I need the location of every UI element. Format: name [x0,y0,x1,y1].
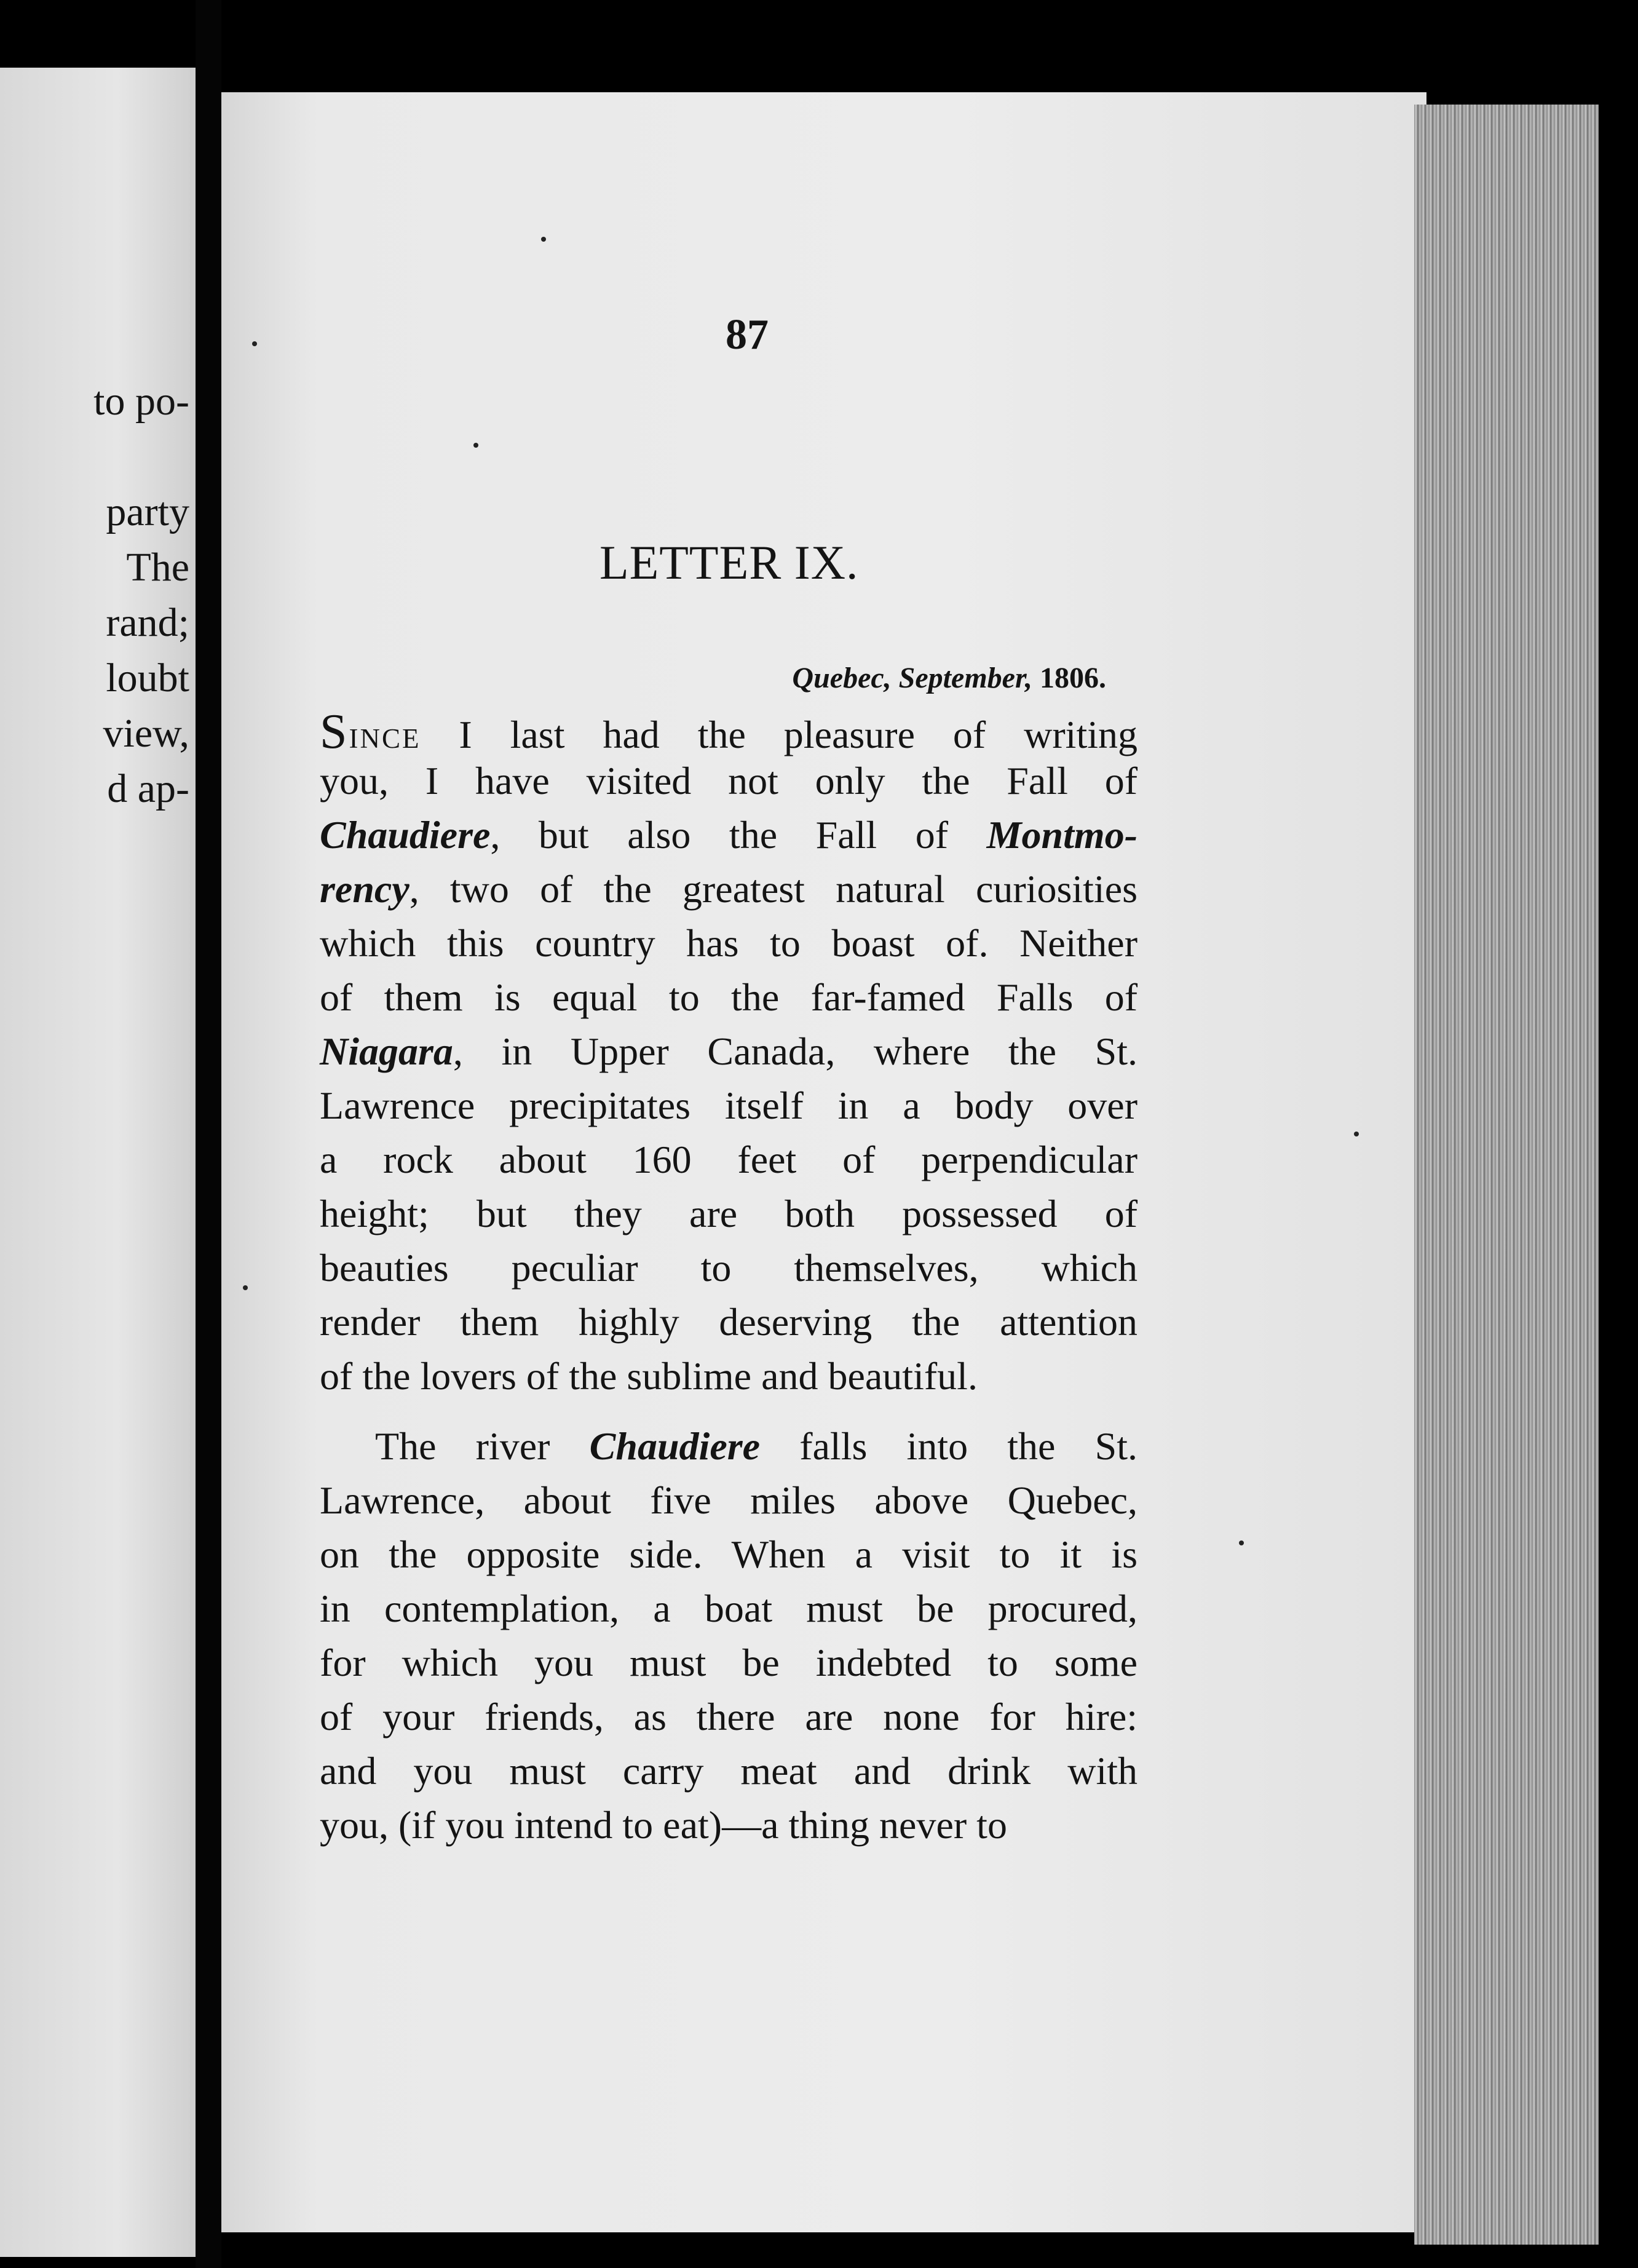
text-line: for which you must be indebted to some [320,1641,1138,1684]
italic-place-name: Chaudiere [320,813,491,857]
page-number: 87 [726,311,769,359]
text-line: of them is equal to the far-famed Falls of [320,975,1138,1019]
page-edges [1414,105,1599,2245]
text-span: , two of the greatest natural curiosities [409,867,1138,911]
text-span: , but also the Fall of [490,813,987,857]
scan-speck [473,443,478,448]
left-page-line: d ap- [107,766,189,811]
text-line [320,1029,1138,1073]
scan-speck [252,341,257,346]
text-line: height; but they are both possessed of [320,1192,1138,1235]
text-line [320,815,1138,855]
text-span: , in Upper Canada, where the St. [453,1029,1138,1073]
text-line: in contemplation, a boat must be procured, [320,1587,1138,1630]
italic-place-name: rency [320,867,410,911]
drop-initial: S [320,705,349,759]
left-page-line: party [106,490,189,534]
text-line: you, (if you intend to eat)—a thing never to [320,1803,1007,1847]
text-line: Lawrence precipitates itself in a body over [320,1084,1138,1127]
left-facing-page [0,68,196,2257]
scan-speck [243,1285,248,1290]
text-span: falls into the St. [760,1424,1138,1468]
scan-speck [1354,1132,1359,1136]
left-page-line: view, [103,711,189,756]
dateline-place: Quebec, September, [792,662,1032,694]
text-line: a rock about 160 feet of perpendicular [320,1138,1138,1181]
italic-place-name: Chaudiere [589,1424,761,1468]
letter-title: LETTER IX. [599,536,859,589]
text-line: render them highly deserving the attention [320,1300,1138,1344]
top-background [196,0,1610,92]
text-line: you, I have visited not only the Fall of [320,759,1138,803]
text-line [320,1424,1138,1468]
left-page-line: loubt [106,656,189,700]
small-caps-word: ince [349,713,421,756]
text-line: of your friends, as there are none for hire: [320,1695,1138,1739]
left-page-line: rand; [106,600,189,645]
text-span: The river [375,1424,590,1468]
text-line: which this country has to boast of. Neither [320,921,1138,965]
italic-place-name: Niagara [320,1029,453,1073]
text-line: Lawrence, about five miles above Quebec, [320,1478,1138,1522]
left-page-line: The [126,545,189,590]
text-line: and you must carry meat and drink with [320,1749,1138,1793]
text-line: on the opposite side. When a visit to it is [320,1532,1138,1576]
text-span: I last had the pleasure of writing [421,713,1138,756]
text-line: beauties peculiar to themselves, which [320,1246,1138,1290]
book-gutter [196,0,221,2268]
italic-place-name: Montmo- [986,813,1138,857]
left-page-line: to po- [93,379,189,424]
right-background [1599,0,1638,2268]
dateline [792,661,1106,695]
scan-speck [1239,1540,1244,1545]
text-line: of the lovers of the sublime and beautiful. [320,1354,978,1398]
dateline-year: 1806. [1040,662,1106,694]
text-line [320,705,1138,759]
scan-speck [541,237,546,242]
text-line [320,867,1138,911]
